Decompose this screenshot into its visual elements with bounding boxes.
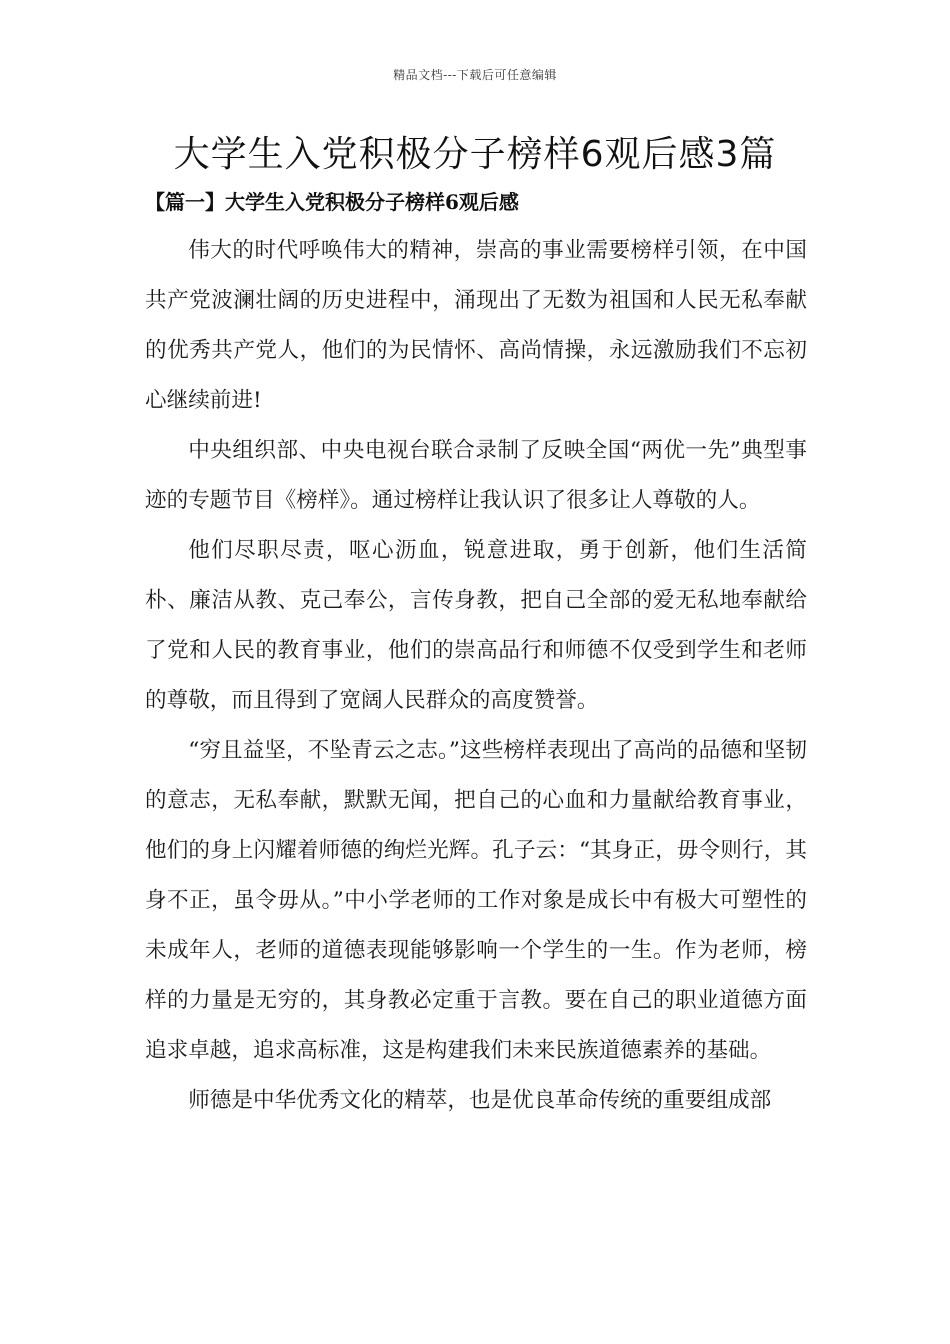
paragraph-1: 伟大的时代呼唤伟大的精神，崇高的事业需要榜样引领，在中国共产党波澜壮阔的历史进程中，涌现出了无数为祖国和人民无私奉献的优秀共产党人，他们的为民情怀、高尚情操，永远激励我们不忘初心继续前进! xyxy=(145,238,807,413)
paragraph-3: 他们尽职尽责，呕心沥血，锐意进取，勇于创新，他们生活简朴、廉洁从教、克己奉公，言传身教，把自己全部的爱无私地奉献给了党和人民的教育事业，他们的崇高品行和师德不仅受到学生和老师的尊敬，而且得到了宽阔人民群众的高度赞誉。 xyxy=(145,538,807,713)
body-text xyxy=(145,226,807,1126)
section-heading: 【篇一】大学生入党积极分子榜样6观后感 xyxy=(145,190,519,214)
header-note: 精品文档---下载后可任意编辑 xyxy=(393,68,557,82)
paragraph-5: 师德是中华优秀文化的精萃，也是优良革命传统的重要组成部 xyxy=(188,1088,772,1113)
document-title: 大学生入党积极分子榜样6观后感3篇 xyxy=(173,134,777,175)
paragraph-4: “穷且益坚，不坠青云之志。”这些榜样表现出了高尚的品德和坚韧的意志，无私奉献，默默无闻，把自己的心血和力量献给教育事业，他们的身上闪耀着师德的绚烂光辉。孔子云：“其身正，毋令则行，其身不正，虽令毋从。”中小学老师的工作对象是成长中有极大可塑性的未成年人，老师的道德表现能够影响一个学生的一生。作为老师，榜样的力量是无穷的，其身教必定重于言教。要在自己的职业道德方面追求卓越，追求高标准，这是构建我们未来民族道德素养的基础。 xyxy=(145,738,807,1063)
paragraph-2: 中央组织部、中央电视台联合录制了反映全国“两优一先”典型事迹的专题节目《榜样》。通过榜样让我认识了很多让人尊敬的人。 xyxy=(145,438,807,513)
